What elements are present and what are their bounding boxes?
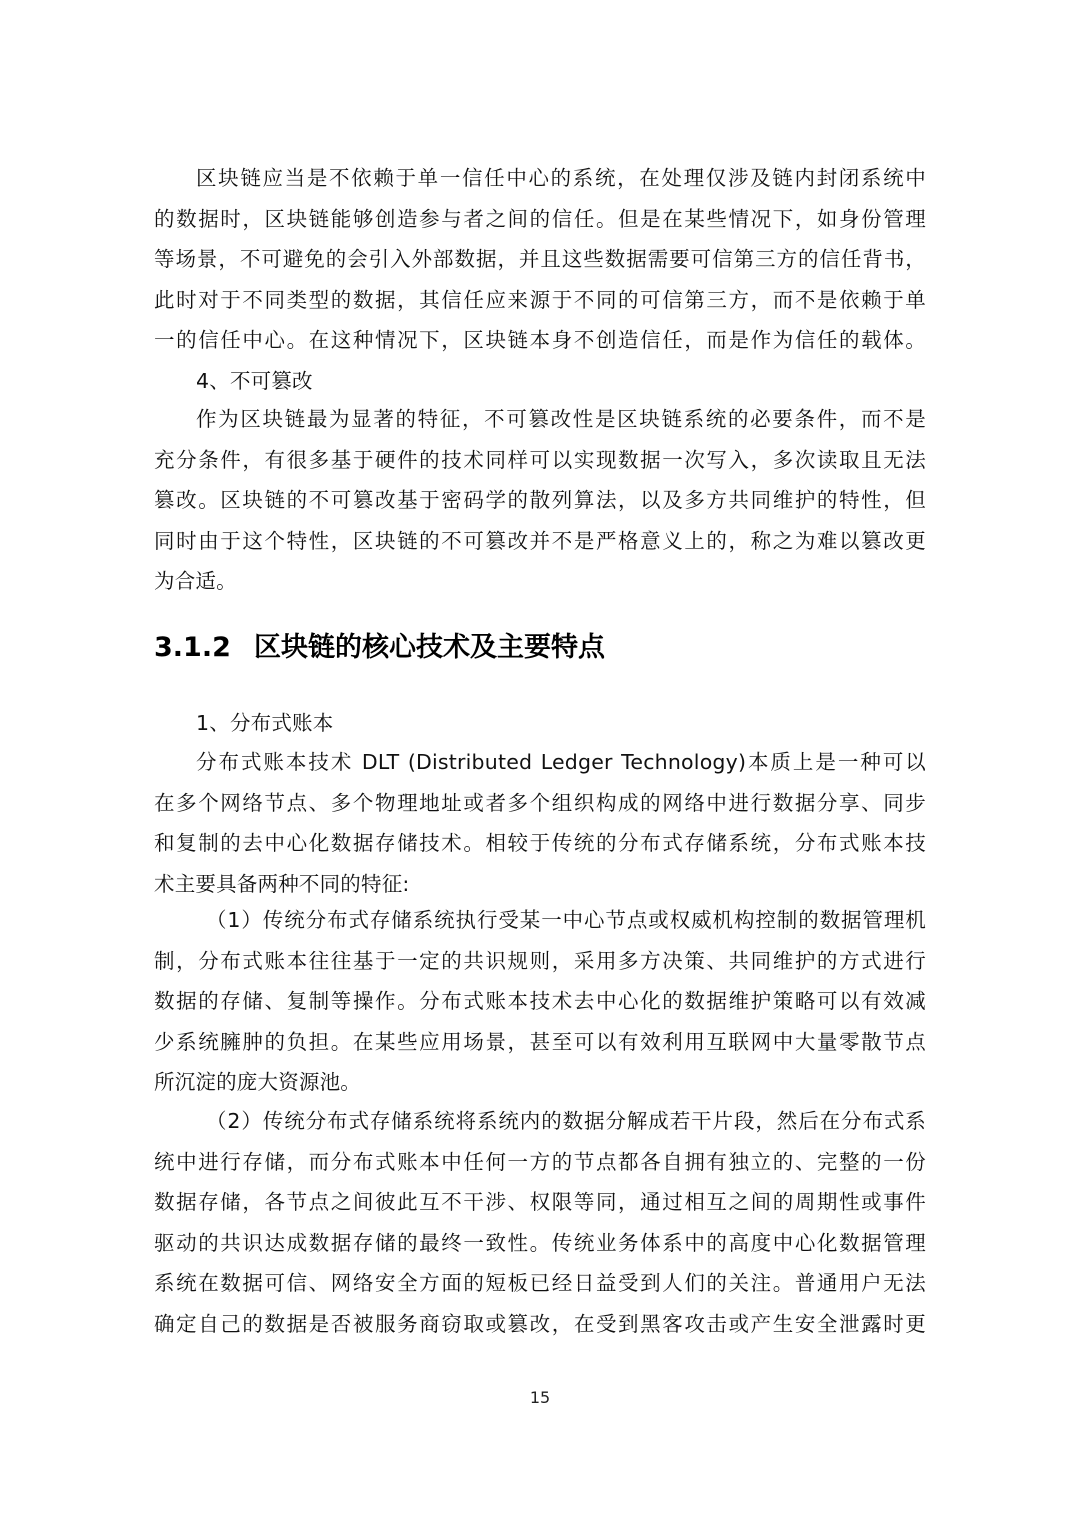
- text-line: 少系统臃肿的负担。在某些应用场景，甚至可以有效利用互联网中大量零散节点: [154, 1029, 926, 1054]
- text-line: 和复制的去中心化数据存储技术。相较于传统的分布式存储系统，分布式账本技: [154, 831, 926, 856]
- text-line: 制，分布式账本往往基于一定的共识规则，采用多方决策、共同维护的方式进行: [154, 948, 926, 973]
- section-title: 区块链的核心技术及主要特点: [254, 632, 605, 663]
- text-line: 术主要具备两种不同的特征:: [154, 871, 410, 896]
- text-line: 充分条件，有很多基于硬件的技术同样可以实现数据一次写入，多次读取且无法: [154, 447, 926, 472]
- paragraph-feature-2: [154, 1101, 926, 1345]
- text-line: 系统在数据可信、网络安全方面的短板已经日益受到人们的关注。普通用户无法: [154, 1271, 926, 1296]
- paragraph-feature-1: [154, 900, 926, 1103]
- text-line: 确定自己的数据是否被服务商窃取或篡改，在受到黑客攻击或产生安全泄露时更: [154, 1311, 926, 1336]
- text-line: 分布式账本技术 DLT (Distributed Ledger Technology)本质上是一种可以: [196, 750, 926, 774]
- item-1-heading: [154, 703, 926, 744]
- paragraph-immutability: [154, 399, 926, 602]
- text-line: 区块链应当是不依赖于单一信任中心的系统，在处理仅涉及链内封闭系统中: [196, 166, 926, 190]
- text-line: 为合适。: [154, 569, 237, 594]
- text-line: （2）传统分布式存储系统将系统内的数据分解成若干片段，然后在分布式系: [206, 1109, 926, 1133]
- item-4-heading: [154, 361, 926, 402]
- text-line: 数据存储，各节点之间彼此互不干涉、权限等同，通过相互之间的周期性或事件: [154, 1190, 926, 1215]
- text-line: 等场景，不可避免的会引入外部数据，并且这些数据需要可信第三方的信任背书，: [154, 247, 926, 272]
- text-line: 篡改。区块链的不可篡改基于密码学的散列算法，以及多方共同维护的特性，但: [154, 488, 926, 513]
- text-line: 此时对于不同类型的数据，其信任应来源于不同的可信第三方，而不是依赖于单: [154, 287, 926, 312]
- section-number: 3.1.2: [154, 632, 231, 663]
- paragraph-trust: [154, 158, 926, 361]
- text-line: 作为区块链最为显著的特征，不可篡改性是区块链系统的必要条件，而不是: [196, 407, 926, 431]
- page-number: 15: [529, 1388, 551, 1407]
- text-line: 一的信任中心。在这种情况下，区块链本身不创造信任，而是作为信任的载体。: [154, 328, 926, 353]
- item-title: 4、不可篡改: [196, 369, 313, 393]
- item-title: 1、分布式账本: [196, 711, 334, 735]
- text-line: 同时由于这个特性，区块链的不可篡改并不是严格意义上的，称之为难以篡改更: [154, 528, 926, 553]
- section-heading: [154, 624, 605, 672]
- text-line: 数据的存储、复制等操作。分布式账本技术去中心化的数据维护策略可以有效减: [154, 989, 926, 1014]
- text-line: 所沉淀的庞大资源池。: [154, 1070, 361, 1095]
- paragraph-dlt: [154, 742, 926, 904]
- text-line: 驱动的共识达成数据存储的最终一致性。传统业务体系中的高度中心化数据管理: [154, 1230, 926, 1255]
- text-line: （1）传统分布式存储系统执行受某一中心节点或权威机构控制的数据管理机: [206, 908, 926, 932]
- text-line: 在多个网络节点、多个物理地址或者多个组织构成的网络中进行数据分享、同步: [154, 790, 926, 815]
- text-line: 统中进行存储，而分布式账本中任何一方的节点都各自拥有独立的、完整的一份: [154, 1149, 926, 1174]
- text-line: 的数据时，区块链能够创造参与者之间的信任。但是在某些情况下，如身份管理: [154, 206, 926, 231]
